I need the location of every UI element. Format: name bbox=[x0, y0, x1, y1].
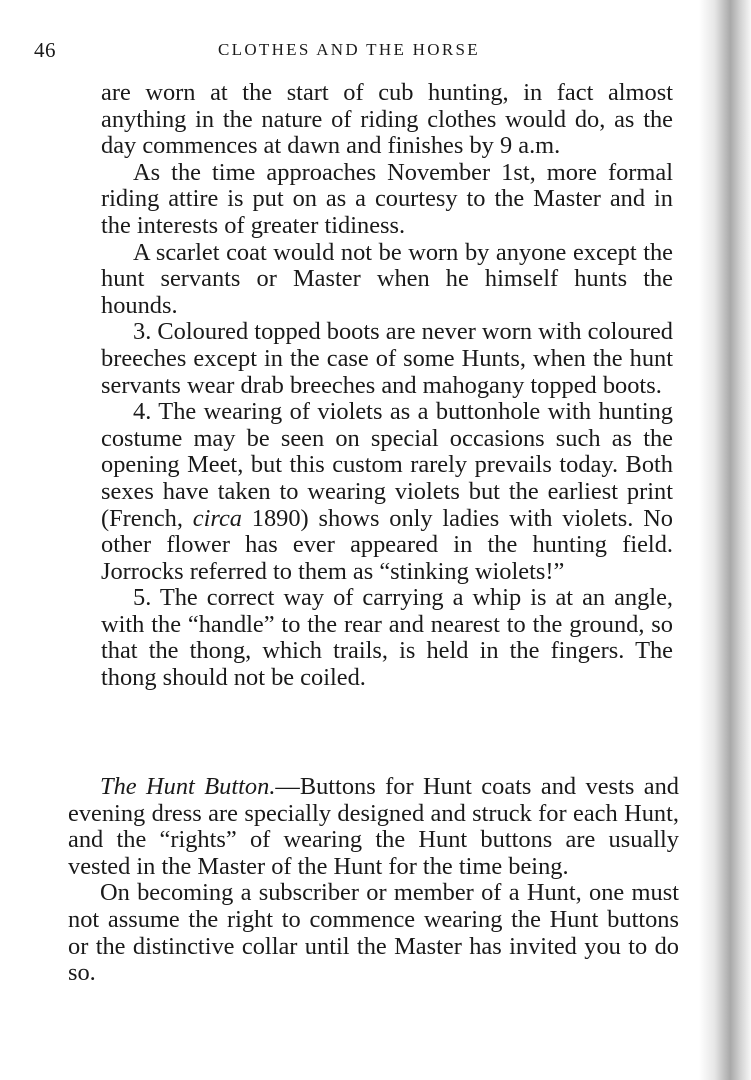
main-text-block bbox=[101, 80, 673, 692]
hunt-button-heading: The Hunt Button. bbox=[100, 773, 276, 800]
hunt-button-text: —Buttons for Hunt coats and vests and evening dress are specially designed and struck for each Hunt, and the “rights” of wearing the Hunt buttons are usually vested in the Master of the Hunt for the time being. bbox=[68, 773, 679, 880]
paragraph-subscriber: On becoming a subscriber or member of a Hunt, one must not assume the right to commence wearing the Hunt buttons or the distinctive collar until the Master has invited you to do so. bbox=[68, 879, 679, 987]
paragraph-violets bbox=[101, 399, 673, 585]
running-title: CLOTHES AND THE HORSE bbox=[218, 40, 480, 59]
violets-text-end: 1890) shows only ladies with violets. No other flower has ever appeared in the hunting field. Jorrocks referred to them as “stinking wiolets!” bbox=[101, 504, 674, 585]
scan-edge-shadow bbox=[699, 0, 751, 1080]
violets-italic-circa: circa bbox=[192, 504, 242, 532]
paragraph-scarlet-coat: A scarlet coat would not be worn by anyone except the hunt servants or Master when he himself hunts the hounds. bbox=[101, 238, 673, 319]
page-number: 46 bbox=[34, 38, 56, 62]
paragraph-continuation: are worn at the start of cub hunting, in fact almost anything in the nature of riding clothes would do, as the day commences at dawn and finishes by 9 a.m. bbox=[101, 79, 673, 160]
paragraph-november: As the time approaches November 1st, more formal riding attire is put on as a courtesy to the Master and in the interests of greater tidiness. bbox=[101, 158, 673, 239]
hunt-button-section bbox=[68, 774, 679, 987]
paragraph-whip: 5. The correct way of carrying a whip is at an angle, with the “handle” to the rear and nearest to the ground, so that the thong, which trails, is held in the fingers. The thong should not be coiled. bbox=[101, 584, 673, 692]
violets-text-start: 4. The wearing of violets as a buttonhole with hunting costume may be seen on special occasions such as the opening Meet, but this custom rarely prevails today. Both sexes have taken to wearing violets but the earliest print (French, bbox=[101, 398, 673, 532]
running-head bbox=[0, 38, 751, 68]
paragraph-topped-boots: 3. Coloured topped boots are never worn with coloured breeches except in the case of some Hunts, when the hunt servants wear drab breeches and mahogany topped boots. bbox=[101, 318, 673, 399]
paragraph-hunt-button bbox=[68, 774, 679, 880]
